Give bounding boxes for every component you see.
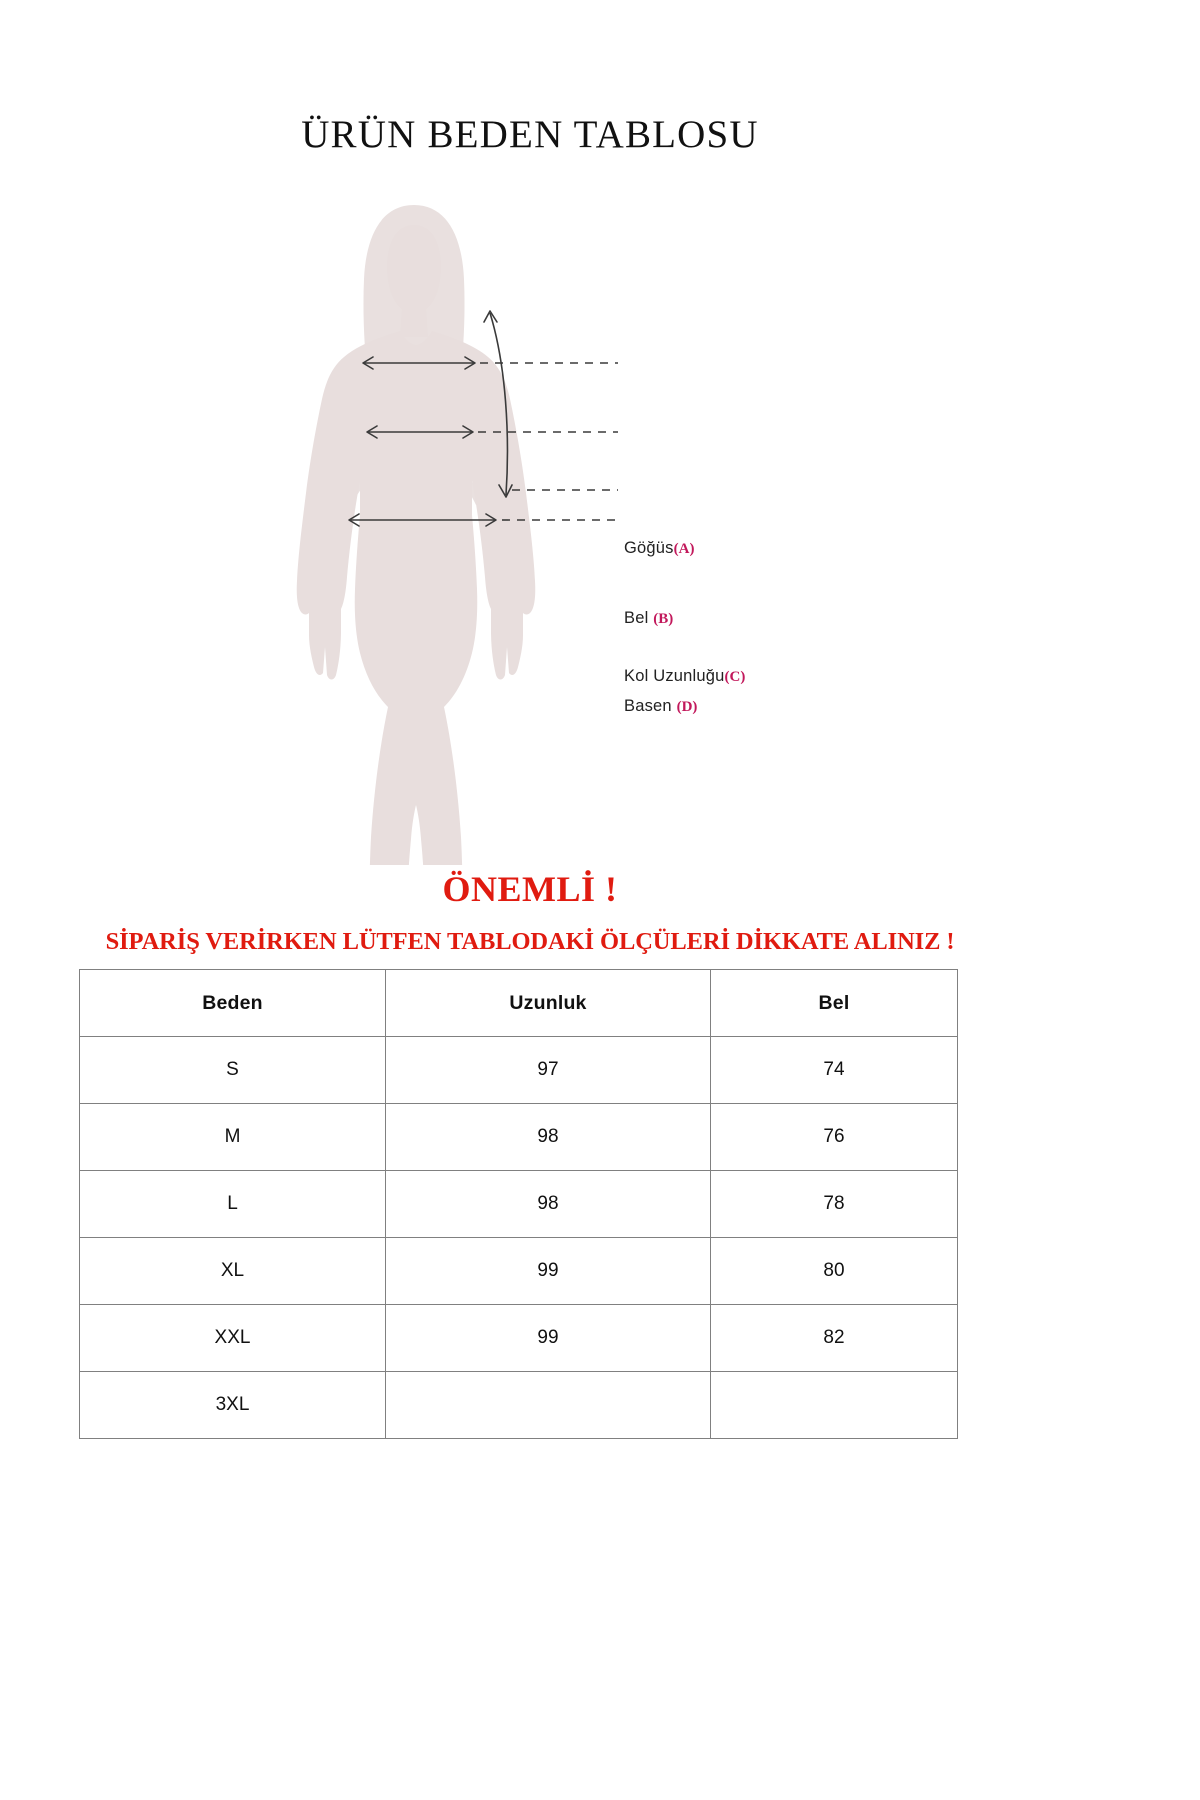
page-title: ÜRÜN BEDEN TABLOSU: [301, 113, 759, 156]
column-header-bel: Bel: [711, 970, 958, 1037]
silhouette-shape: [297, 205, 536, 865]
cell-uzunluk: 99: [386, 1305, 711, 1372]
cell-uzunluk: 98: [386, 1171, 711, 1238]
cell-bel: 76: [711, 1104, 958, 1171]
table-row: [80, 1305, 958, 1372]
cell-uzunluk: 97: [386, 1037, 711, 1104]
cell-beden: 3XL: [80, 1372, 386, 1439]
cell-bel: 74: [711, 1037, 958, 1104]
table-row: [80, 1104, 958, 1171]
column-header-uzunluk: Uzunluk: [386, 970, 711, 1037]
label-kol-uzunlugu: [624, 667, 745, 686]
cell-uzunluk: 98: [386, 1104, 711, 1171]
cell-beden: XXL: [80, 1305, 386, 1372]
column-header-beden: Beden: [80, 970, 386, 1037]
table-header-row: [80, 970, 958, 1037]
cell-beden: XL: [80, 1238, 386, 1305]
label-bel-text: Bel: [624, 609, 649, 627]
cell-uzunluk: 99: [386, 1238, 711, 1305]
label-kol-code: (C): [724, 669, 746, 685]
table-row: [80, 1171, 958, 1238]
table-row: [80, 1238, 958, 1305]
table-row: [80, 1037, 958, 1104]
cell-beden: S: [80, 1037, 386, 1104]
measurement-figure: [0, 185, 1060, 865]
cell-bel: 82: [711, 1305, 958, 1372]
label-gogus: [624, 539, 694, 558]
label-gogus-text: Göğüs: [624, 539, 674, 557]
label-bel-code: (B): [653, 611, 674, 627]
cell-beden: M: [80, 1104, 386, 1171]
label-basen-text: Basen: [624, 697, 672, 715]
label-basen-code: (D): [676, 699, 698, 715]
cell-bel: 78: [711, 1171, 958, 1238]
size-table: [79, 969, 958, 1439]
label-bel: [624, 609, 673, 628]
body-silhouette-svg: [240, 185, 860, 865]
notice-subline: SİPARİŞ VERİRKEN LÜTFEN TABLODAKİ ÖLÇÜLERİ DİKKATE ALINIZ !: [105, 928, 955, 955]
label-gogus-code: (A): [673, 541, 695, 557]
table-row: [80, 1372, 958, 1439]
cell-uzunluk: [386, 1372, 711, 1439]
cell-bel: 80: [711, 1238, 958, 1305]
label-basen: [624, 697, 697, 716]
notice-headline: ÖNEMLİ !: [442, 869, 618, 909]
label-kol-text: Kol Uzunluğu: [624, 667, 725, 685]
cell-bel: [711, 1372, 958, 1439]
cell-beden: L: [80, 1171, 386, 1238]
